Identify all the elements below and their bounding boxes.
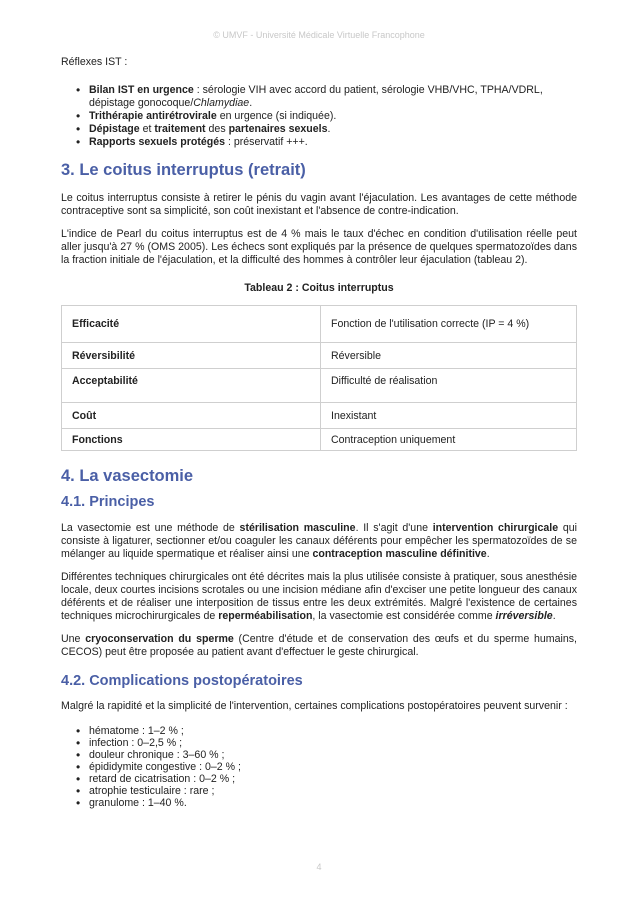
text: en urgence (si indiquée). — [216, 110, 337, 122]
coitus-table — [61, 305, 577, 451]
bold-italic-text: irréversible — [495, 610, 553, 622]
list-item — [89, 123, 577, 136]
list-item — [89, 84, 577, 110]
reflexes-intro: Réflexes IST : — [61, 56, 128, 68]
bold-text: reperméabilisation — [218, 610, 313, 622]
table-cell-value: Contraception uniquement — [321, 429, 577, 451]
table-cell-value: Fonction de l'utilisation correcte (IP = 4 %) — [321, 306, 577, 343]
text: des — [205, 123, 229, 135]
text: et — [139, 123, 155, 135]
table-cell-label: Réversibilité — [62, 343, 321, 369]
bold-text: contraception masculine définitive — [312, 548, 487, 560]
text: : préservatif +++. — [225, 136, 308, 148]
table-cell-label: Fonctions — [62, 429, 321, 451]
bold-text: Dépistage — [89, 123, 140, 135]
bold-text: cryoconservation du sperme — [85, 633, 234, 645]
bold-text: traitement — [154, 123, 206, 135]
table-cell-label: Coût — [62, 403, 321, 429]
bold-text: Rapports sexuels protégés — [89, 136, 225, 148]
table-cell-value: Difficulté de réalisation — [321, 369, 577, 403]
bold-text: Trithérapie antirétrovirale — [89, 110, 217, 122]
complications-list — [61, 725, 577, 809]
section-3-paragraph-1: Le coitus interruptus consiste à retirer le pénis du vagin avant l'éjaculation. Les avantages de cette méthode contraceptive sont sa simplicité, son coût inexistant et l'absence de contre-indication. — [61, 192, 577, 217]
table-row — [62, 306, 577, 343]
bold-text: intervention chirurgicale — [432, 522, 559, 534]
text: , la vasectomie est considérée comme — [312, 610, 496, 622]
table-row — [62, 369, 577, 403]
bold-text: Bilan IST en urgence — [89, 84, 194, 96]
list-item: • infection : 0–2,5 % ; — [89, 737, 577, 749]
bold-text: partenaires sexuels — [228, 123, 328, 135]
text: . Il s'agit d'une — [355, 522, 433, 534]
text: Une — [61, 633, 86, 645]
list-item: • retard de cicatrisation : 0–2 % ; — [89, 773, 577, 785]
subsection-4-1-paragraph-2 — [61, 571, 577, 623]
section-3-paragraph-2: L'indice de Pearl du coitus interruptus est de 4 % mais le taux d'échec en condition d'utilisation réelle peut aller jusqu'à 27 % (OMS 2005). Les échecs sont expliqués par la présence de quelques spermatozoïdes dans la fraction initiale de l'éjaculation, et la difficulté des hommes à contrôler leur éjaculation (tableau 2). — [61, 228, 577, 266]
text: : sérologie VIH avec accord du patient, sérologie VHB/VHC, TPHA/VDRL, dépistage gonocoque/ — [89, 84, 543, 109]
text: Différentes techniques chirurgicales ont été décrites mais la plus utilisée consiste à pratiquer, sous anesthésie locale, deux courtes incisions scrotales ou une incision médiane afin d'exciser une petite longueur des canaux déférents et de réaliser une interposition de tissus entre les deux extrémités. Malgré l'existence de certaines techniques microchirurgicales de — [61, 571, 577, 622]
page-header: © UMVF - Université Médicale Virtuelle Francophone — [213, 30, 425, 40]
table-cell-label: Acceptabilité — [62, 369, 321, 403]
table-cell-value: Réversible — [321, 343, 577, 369]
section-3-title: 3. Le coitus interruptus (retrait) — [61, 161, 306, 179]
list-item: • atrophie testiculaire : rare ; — [89, 785, 577, 797]
table-cell-value: Inexistant — [321, 403, 577, 429]
list-item — [89, 136, 577, 149]
text: (Centre d'étude et de conservation des œufs et du sperme humains, CECOS) peut être proposée au patient avant d'effectuer le geste chirurgical. — [61, 633, 577, 658]
text: . — [486, 548, 490, 560]
list-item — [89, 110, 577, 123]
table-caption: Tableau 2 : Coitus interruptus — [244, 282, 394, 294]
subsection-4-1-paragraph-1 — [61, 522, 577, 561]
subsection-4-2-intro: Malgré la rapidité et la simplicité de l'intervention, certaines complications postopératoires peuvent survenir : — [61, 700, 568, 712]
list-item: • douleur chronique : 3–60 % ; — [89, 749, 577, 761]
table-row — [62, 429, 577, 451]
table-row — [62, 343, 577, 369]
list-item: • épididymite congestive : 0–2 % ; — [89, 761, 577, 773]
text: La vasectomie est une méthode de — [61, 522, 240, 534]
page-number: 4 — [316, 862, 322, 872]
list-item: • granulome : 1–40 %. — [89, 797, 577, 809]
page-content — [61, 56, 577, 809]
table-row — [62, 403, 577, 429]
text: . — [249, 97, 253, 109]
table-cell-label: Efficacité — [62, 306, 321, 343]
list-item: • hématome : 1–2 % ; — [89, 725, 577, 737]
reflexes-list — [61, 84, 577, 149]
text: . — [552, 610, 556, 622]
text: qui consiste à ligaturer, sectionner et/ou coaguler les canaux déférents pour empêcher les spermatozoïdes de se mélanger au liquide spermatique et réaliser ainsi une — [61, 522, 577, 560]
italic-text: Chlamydiae — [193, 97, 250, 109]
text: . — [327, 123, 331, 135]
section-4-title: 4. La vasectomie — [61, 467, 194, 485]
bold-text: stérilisation masculine — [239, 522, 356, 534]
subsection-4-2-title: 4.2. Complications postopératoires — [61, 673, 303, 689]
subsection-4-1-paragraph-3 — [61, 633, 577, 659]
subsection-4-1-title: 4.1. Principes — [61, 494, 155, 510]
